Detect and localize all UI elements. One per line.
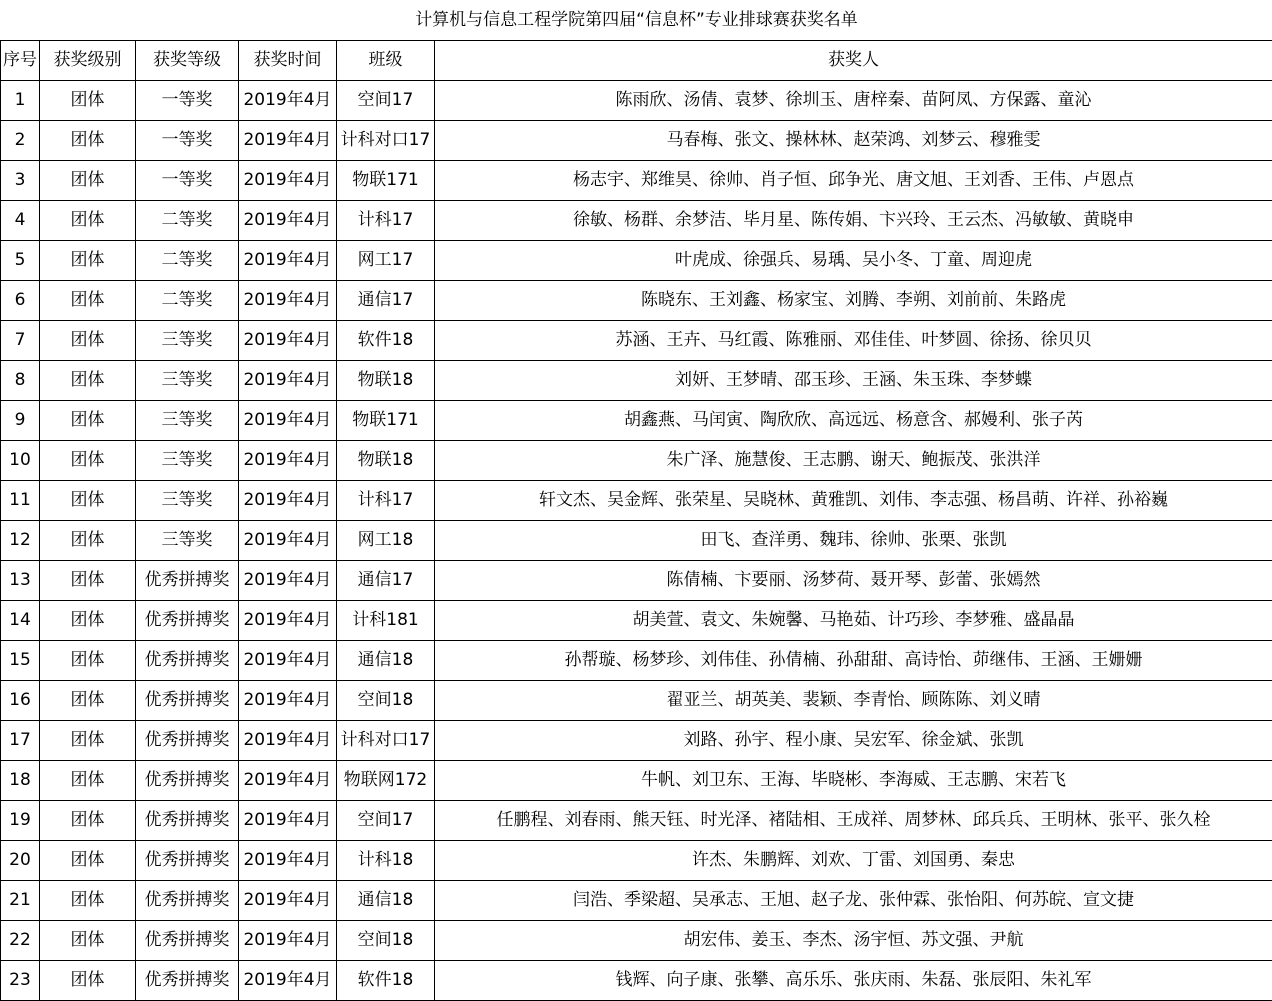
cell-winners: 叶虎成、徐强兵、易瑀、吴小冬、丁童、周迎虎: [435, 241, 1272, 281]
table-row: [1, 961, 1272, 1001]
cell-index: 13: [1, 561, 40, 601]
table-row: [1, 321, 1272, 361]
table-row: [1, 921, 1272, 961]
cell-award-grade: 一等奖: [136, 121, 239, 161]
cell-index: 15: [1, 641, 40, 681]
cell-award-time: 2019年4月: [239, 561, 337, 601]
table-row: [1, 561, 1272, 601]
cell-award-grade: 二等奖: [136, 241, 239, 281]
table-row: [1, 121, 1272, 161]
cell-award-time: 2019年4月: [239, 241, 337, 281]
cell-award-level: 团体: [40, 921, 136, 961]
cell-award-time: 2019年4月: [239, 681, 337, 721]
cell-award-time: 2019年4月: [239, 201, 337, 241]
cell-winners: 刘妍、王梦晴、邵玉珍、王涵、朱玉珠、李梦蝶: [435, 361, 1272, 401]
table-row: [1, 281, 1272, 321]
table-row: [1, 401, 1272, 441]
cell-winners: 杨志宇、郑维昊、徐帅、肖子恒、邱争光、唐文旭、王刘香、王伟、卢恩点: [435, 161, 1272, 201]
cell-winners: 胡鑫燕、马闰寅、陶欣欣、高远远、杨意含、郝嫚利、张子芮: [435, 401, 1272, 441]
cell-winners: 牛帆、刘卫东、王海、毕晓彬、李海威、王志鹏、宋若飞: [435, 761, 1272, 801]
cell-award-grade: 一等奖: [136, 161, 239, 201]
cell-class: 计科17: [337, 481, 435, 521]
cell-winners: 刘路、孙宇、程小康、吴宏军、徐金斌、张凯: [435, 721, 1272, 761]
cell-class: 空间18: [337, 921, 435, 961]
cell-award-grade: 一等奖: [136, 81, 239, 121]
cell-award-time: 2019年4月: [239, 881, 337, 921]
cell-award-time: 2019年4月: [239, 361, 337, 401]
cell-index: 9: [1, 401, 40, 441]
cell-award-grade: 三等奖: [136, 521, 239, 561]
cell-winners: 陈晓东、王刘鑫、杨家宝、刘腾、李朔、刘前前、朱路虎: [435, 281, 1272, 321]
cell-award-grade: 优秀拼搏奖: [136, 721, 239, 761]
cell-award-level: 团体: [40, 641, 136, 681]
cell-award-level: 团体: [40, 161, 136, 201]
cell-winners: 胡宏伟、姜玉、李杰、汤宇恒、苏文强、尹航: [435, 921, 1272, 961]
cell-winners: 马春梅、张文、操林林、赵荣鸿、刘梦云、穆雅雯: [435, 121, 1272, 161]
table-row: [1, 361, 1272, 401]
cell-award-level: 团体: [40, 561, 136, 601]
cell-index: 18: [1, 761, 40, 801]
cell-index: 16: [1, 681, 40, 721]
cell-class: 空间17: [337, 801, 435, 841]
cell-award-time: 2019年4月: [239, 641, 337, 681]
cell-award-level: 团体: [40, 241, 136, 281]
cell-index: 2: [1, 121, 40, 161]
cell-award-time: 2019年4月: [239, 921, 337, 961]
cell-award-time: 2019年4月: [239, 801, 337, 841]
cell-award-level: 团体: [40, 721, 136, 761]
cell-award-time: 2019年4月: [239, 481, 337, 521]
cell-index: 8: [1, 361, 40, 401]
cell-index: 10: [1, 441, 40, 481]
cell-award-grade: 优秀拼搏奖: [136, 881, 239, 921]
cell-class: 计科181: [337, 601, 435, 641]
table-row: [1, 841, 1272, 881]
cell-award-level: 团体: [40, 761, 136, 801]
cell-class: 计科对口17: [337, 121, 435, 161]
cell-award-time: 2019年4月: [239, 161, 337, 201]
header-award-time: 获奖时间: [239, 41, 337, 81]
cell-index: 19: [1, 801, 40, 841]
cell-winners: 任鹏程、刘春雨、熊天钰、时光泽、褚陆相、王成祥、周梦林、邱兵兵、王明林、张平、张久栓: [435, 801, 1272, 841]
cell-winners: 闫浩、季梁超、吴承志、王旭、赵子龙、张仲霖、张怡阳、何苏皖、宣文捷: [435, 881, 1272, 921]
cell-class: 空间18: [337, 681, 435, 721]
cell-award-level: 团体: [40, 441, 136, 481]
cell-award-level: 团体: [40, 281, 136, 321]
cell-winners: 徐敏、杨群、余梦洁、毕月星、陈传娟、卞兴玲、王云杰、冯敏敏、黄晓申: [435, 201, 1272, 241]
cell-winners: 胡美萱、袁文、朱婉馨、马艳茹、计巧珍、李梦雅、盛晶晶: [435, 601, 1272, 641]
cell-class: 软件18: [337, 961, 435, 1001]
header-index: 序号: [1, 41, 40, 81]
cell-award-level: 团体: [40, 961, 136, 1001]
header-award-grade: 获奖等级: [136, 41, 239, 81]
title-row: [1, 1, 1272, 41]
cell-index: 20: [1, 841, 40, 881]
cell-class: 通信17: [337, 561, 435, 601]
cell-class: 物联网172: [337, 761, 435, 801]
cell-index: 4: [1, 201, 40, 241]
cell-award-grade: 二等奖: [136, 201, 239, 241]
table-row: [1, 681, 1272, 721]
cell-class: 软件18: [337, 321, 435, 361]
table-row: [1, 201, 1272, 241]
header-winners: 获奖人: [435, 41, 1272, 81]
cell-award-grade: 优秀拼搏奖: [136, 961, 239, 1001]
table-row: [1, 521, 1272, 561]
cell-award-level: 团体: [40, 801, 136, 841]
cell-class: 计科17: [337, 201, 435, 241]
cell-winners: 轩文杰、吴金辉、张荣星、吴晓林、黄雅凯、刘伟、李志强、杨昌萌、许祥、孙裕巍: [435, 481, 1272, 521]
cell-class: 通信17: [337, 281, 435, 321]
cell-class: 空间17: [337, 81, 435, 121]
table-row: [1, 881, 1272, 921]
table-row: [1, 761, 1272, 801]
cell-index: 17: [1, 721, 40, 761]
cell-index: 14: [1, 601, 40, 641]
cell-index: 11: [1, 481, 40, 521]
cell-class: 通信18: [337, 641, 435, 681]
cell-award-grade: 三等奖: [136, 361, 239, 401]
cell-index: 5: [1, 241, 40, 281]
cell-award-grade: 三等奖: [136, 321, 239, 361]
cell-index: 3: [1, 161, 40, 201]
header-row: [1, 41, 1272, 81]
cell-award-grade: 三等奖: [136, 481, 239, 521]
cell-class: 网工18: [337, 521, 435, 561]
cell-award-level: 团体: [40, 601, 136, 641]
cell-award-grade: 优秀拼搏奖: [136, 641, 239, 681]
cell-award-grade: 三等奖: [136, 441, 239, 481]
header-class: 班级: [337, 41, 435, 81]
cell-class: 物联171: [337, 161, 435, 201]
table-row: [1, 161, 1272, 201]
cell-award-grade: 优秀拼搏奖: [136, 921, 239, 961]
cell-winners: 许杰、朱鹏辉、刘欢、丁雷、刘国勇、秦忠: [435, 841, 1272, 881]
cell-winners: 钱辉、向子康、张攀、高乐乐、张庆雨、朱磊、张辰阳、朱礼军: [435, 961, 1272, 1001]
table-row: [1, 81, 1272, 121]
cell-award-grade: 优秀拼搏奖: [136, 841, 239, 881]
cell-winners: 翟亚兰、胡英美、裴颖、李青怡、顾陈陈、刘义晴: [435, 681, 1272, 721]
cell-award-level: 团体: [40, 681, 136, 721]
cell-index: 22: [1, 921, 40, 961]
cell-award-grade: 优秀拼搏奖: [136, 761, 239, 801]
cell-award-level: 团体: [40, 361, 136, 401]
cell-award-level: 团体: [40, 121, 136, 161]
cell-winners: 孙帮璇、杨梦珍、刘伟佳、孙倩楠、孙甜甜、高诗怡、茆继伟、王涵、王姗姗: [435, 641, 1272, 681]
cell-award-level: 团体: [40, 481, 136, 521]
table-row: [1, 441, 1272, 481]
cell-index: 6: [1, 281, 40, 321]
cell-award-time: 2019年4月: [239, 521, 337, 561]
cell-award-time: 2019年4月: [239, 121, 337, 161]
table-row: [1, 601, 1272, 641]
cell-award-time: 2019年4月: [239, 281, 337, 321]
cell-award-time: 2019年4月: [239, 721, 337, 761]
cell-award-time: 2019年4月: [239, 401, 337, 441]
cell-index: 21: [1, 881, 40, 921]
cell-award-grade: 优秀拼搏奖: [136, 801, 239, 841]
cell-award-time: 2019年4月: [239, 81, 337, 121]
cell-award-time: 2019年4月: [239, 441, 337, 481]
cell-award-level: 团体: [40, 81, 136, 121]
cell-award-time: 2019年4月: [239, 761, 337, 801]
cell-award-grade: 优秀拼搏奖: [136, 601, 239, 641]
cell-award-grade: 三等奖: [136, 401, 239, 441]
cell-index: 12: [1, 521, 40, 561]
cell-class: 计科对口17: [337, 721, 435, 761]
cell-award-time: 2019年4月: [239, 601, 337, 641]
cell-index: 1: [1, 81, 40, 121]
cell-winners: 田飞、查洋勇、魏玮、徐帅、张栗、张凯: [435, 521, 1272, 561]
cell-award-level: 团体: [40, 841, 136, 881]
cell-award-level: 团体: [40, 321, 136, 361]
cell-award-level: 团体: [40, 201, 136, 241]
cell-winners: 陈倩楠、卞要丽、汤梦荷、聂开琴、彭蕾、张嫣然: [435, 561, 1272, 601]
cell-award-level: 团体: [40, 401, 136, 441]
cell-class: 物联171: [337, 401, 435, 441]
cell-award-level: 团体: [40, 881, 136, 921]
cell-award-level: 团体: [40, 521, 136, 561]
cell-award-time: 2019年4月: [239, 841, 337, 881]
cell-class: 物联18: [337, 441, 435, 481]
cell-index: 23: [1, 961, 40, 1001]
cell-award-grade: 优秀拼搏奖: [136, 681, 239, 721]
table-row: [1, 641, 1272, 681]
cell-award-time: 2019年4月: [239, 321, 337, 361]
cell-class: 物联18: [337, 361, 435, 401]
table-row: [1, 721, 1272, 761]
cell-winners: 陈雨欣、汤倩、袁梦、徐圳玉、唐梓秦、苗阿凤、方保露、童沁: [435, 81, 1272, 121]
cell-class: 通信18: [337, 881, 435, 921]
table-row: [1, 801, 1272, 841]
cell-index: 7: [1, 321, 40, 361]
cell-award-time: 2019年4月: [239, 961, 337, 1001]
cell-class: 计科18: [337, 841, 435, 881]
table-title: 计算机与信息工程学院第四届“信息杯”专业排球赛获奖名单: [1, 1, 1272, 41]
header-award-level: 获奖级别: [40, 41, 136, 81]
table-row: [1, 241, 1272, 281]
table-row: [1, 481, 1272, 521]
cell-award-grade: 优秀拼搏奖: [136, 561, 239, 601]
cell-winners: 苏涵、王卉、马红霞、陈雅丽、邓佳佳、叶梦圆、徐扬、徐贝贝: [435, 321, 1272, 361]
cell-winners: 朱广泽、施慧俊、王志鹏、谢天、鲍振茂、张洪洋: [435, 441, 1272, 481]
cell-award-grade: 二等奖: [136, 281, 239, 321]
cell-class: 网工17: [337, 241, 435, 281]
